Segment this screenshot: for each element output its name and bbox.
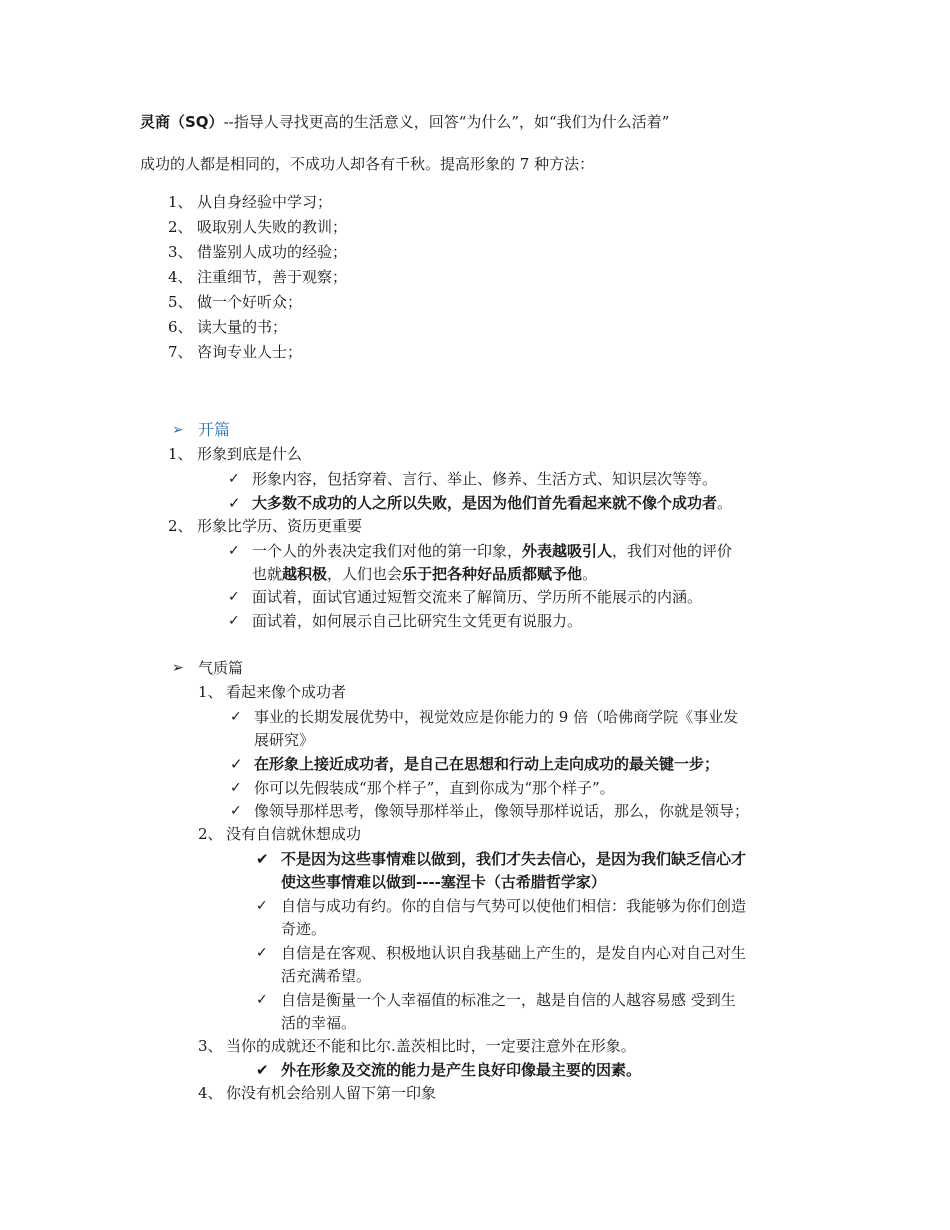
text-span: 一个人的外表决定我们对他的第一印象， — [252, 542, 523, 560]
bold-span: 越积极 — [282, 565, 328, 583]
success-line: 成功的人都是相同的，不成功人却各有千秋。提高形象的 7 种方法： — [140, 155, 595, 173]
check-icon: ✓ — [228, 471, 240, 487]
section-heading: 气质篇 — [198, 659, 244, 677]
check-icon: ✓ — [230, 780, 242, 796]
sq-term: 灵商（SQ） — [140, 113, 224, 131]
item-title: 当你的成就还不能和比尔.盖茨相比时，一定要注意外在形象。 — [226, 1037, 636, 1055]
bullet-text: 形象内容，包括穿着、言行、举止、修养、生活方式、知识层次等等。 — [252, 470, 718, 488]
arrow-bullet-icon: ➢ — [172, 422, 184, 438]
bullet-bold-text: 外在形象及交流的能力是产生良好印像最主要的因素。 — [281, 1061, 642, 1079]
bullet-text-continued: 奇迹。 — [281, 920, 327, 938]
bullet-text: 面试着，面试官通过短暂交流来了解简历、学历所不能展示的内涵。 — [252, 588, 703, 606]
bullet-text: 自信是在客观、积极地认识自我基础上产生的，是发自内心对自己对生 — [281, 944, 747, 962]
bold-span: 外表越吸引人 — [522, 542, 613, 560]
bullet-text-continued: 展研究》 — [254, 731, 315, 749]
bullet-bold-text: 不是因为这些事情难以做到，我们才失去信心，是因为我们缺乏信心才 — [281, 850, 747, 868]
arrow-bullet-icon: ➢ — [172, 660, 184, 676]
item-number: 4、 — [198, 1084, 223, 1102]
list-item-number: 4、 — [168, 268, 193, 286]
item-number: 1、 — [198, 683, 223, 701]
list-item-number: 5、 — [168, 293, 193, 311]
bullet-text-continued: 活充满希望。 — [281, 967, 372, 985]
bullet-text — [252, 491, 732, 515]
check-icon: ✓ — [230, 755, 243, 773]
check-icon: ✓ — [228, 494, 241, 512]
list-item-number: 2、 — [168, 218, 193, 236]
list-item: 吸取别人失败的教训； — [197, 218, 348, 236]
text-span: ，我们对他的评价 — [612, 542, 733, 560]
list-item-number: 6、 — [168, 318, 193, 336]
check-icon: ✓ — [228, 543, 240, 559]
item-number: 3、 — [198, 1037, 223, 1055]
bullet-text-end: 。 — [717, 494, 733, 512]
sq-definition — [140, 110, 669, 134]
text-span: 。 — [582, 565, 598, 583]
list-item: 咨询专业人士； — [197, 343, 303, 361]
item-title: 看起来像个成功者 — [226, 683, 347, 701]
check-icon: ✓ — [230, 803, 242, 819]
bullet-text — [252, 539, 732, 563]
bullet-text: 像领导那样思考，像领导那样举止，像领导那样说话，那么，你就是领导； — [254, 802, 750, 820]
item-number: 1、 — [168, 445, 193, 463]
item-number: 2、 — [168, 517, 193, 535]
bullet-text: 你可以先假装成“那个样子”，直到你成为“那个样子”。 — [254, 779, 615, 797]
bullet-text: 面试着，如何展示自己比研究生文凭更有说服力。 — [252, 612, 583, 630]
bullet-bold-text: 在形象上接近成功者，是自己在思想和行动上走向成功的最关键一步； — [254, 755, 720, 773]
list-item: 做一个好听众； — [197, 293, 303, 311]
check-icon: ✓ — [256, 945, 268, 961]
check-bold-icon: ✔ — [256, 850, 269, 868]
text-span: ，人们也会 — [327, 565, 403, 583]
item-number: 2、 — [198, 825, 223, 843]
check-bold-icon: ✔ — [256, 1061, 269, 1079]
bullet-text: 事业的长期发展优势中，视觉效应是你能力的 9 倍（哈佛商学院《事业发 — [254, 708, 739, 726]
bullet-text: 自信是衡量一个人幸福值的标准之一，越是自信的人越容易感 受到生 — [281, 991, 736, 1009]
list-item: 借鉴别人成功的经验； — [197, 243, 348, 261]
check-icon: ✓ — [228, 613, 240, 629]
check-icon: ✓ — [256, 898, 268, 914]
bullet-text-continued — [252, 562, 597, 586]
bullet-text: 自信与成功有约。你的自信与气势可以使他们相信：我能够为你们创造 — [281, 897, 747, 915]
list-item-number: 1、 — [168, 193, 193, 211]
list-item: 读大量的书； — [197, 318, 288, 336]
bullet-text-continued: 活的幸福。 — [281, 1014, 357, 1032]
section-heading: 开篇 — [198, 420, 231, 439]
bold-span: 乐于把各种好品质都赋予他 — [402, 565, 583, 583]
item-title: 形象比学历、资历更重要 — [197, 517, 363, 535]
list-item: 注重细节，善于观察； — [197, 268, 348, 286]
check-icon: ✓ — [228, 589, 240, 605]
check-icon: ✓ — [230, 709, 242, 725]
list-item: 从自身经验中学习； — [197, 193, 333, 211]
bullet-bold-text-continued: 使这些事情难以做到----塞涅卡（古希腊哲学家） — [281, 873, 606, 891]
item-title: 你没有机会给别人留下第一印象 — [226, 1084, 437, 1102]
item-title: 形象到底是什么 — [197, 445, 303, 463]
text-span: 也就 — [252, 565, 283, 583]
list-item-number: 7、 — [168, 343, 193, 361]
bullet-bold-text: 大多数不成功的人之所以失败，是因为他们首先看起来就不像个成功者 — [252, 494, 718, 512]
item-title: 没有自信就休想成功 — [226, 825, 362, 843]
list-item-number: 3、 — [168, 243, 193, 261]
sq-text: --指导人寻找更高的生活意义，回答“为什么”，如“我们为什么活着” — [223, 113, 670, 131]
check-icon: ✓ — [256, 992, 268, 1008]
